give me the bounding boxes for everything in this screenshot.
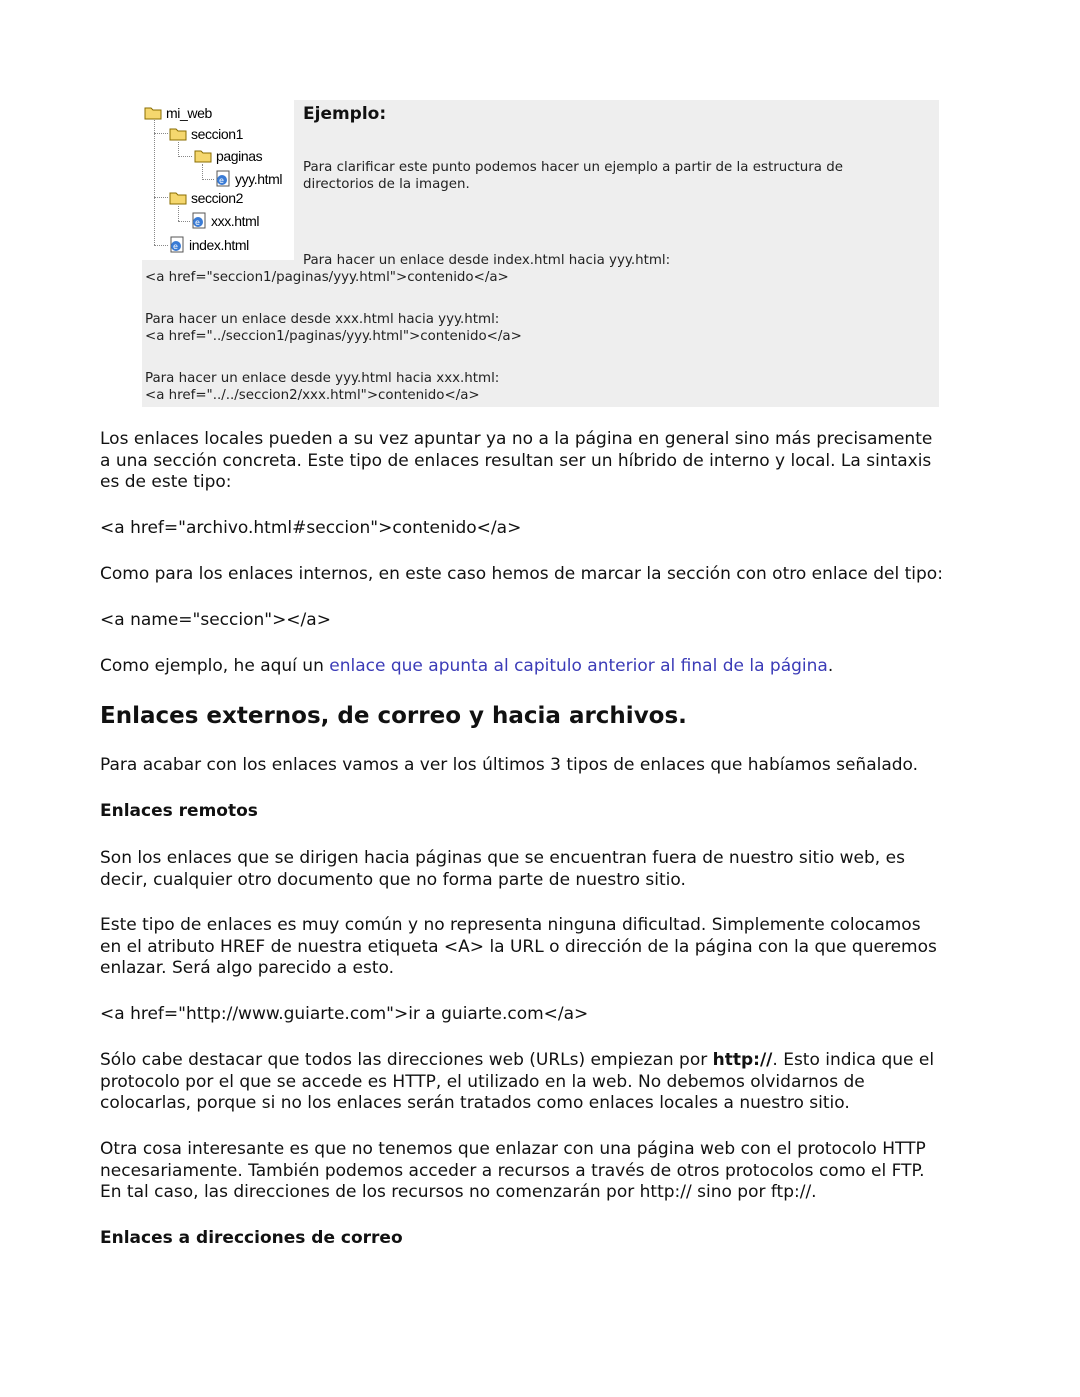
tree-node-xxx [190,211,259,231]
example-case3-code: <a href="../../seccion2/xxx.html">contenido</a> [145,388,480,403]
text-line: en el atributo HREF de nuestra etiqueta <A> la URL o dirección de la página con la que queremos [100,936,937,957]
section-heading: Enlaces externos, de correo y hacia archivos. [100,703,687,729]
text-line: a una sección concreta. Este tipo de enlaces resultan ser un híbrido de interno y local. La sintaxis [100,450,932,471]
previous-chapter-link[interactable]: enlace que apunta al capitulo anterior al final de la página [329,656,828,676]
bold-protocol: http:// [712,1050,773,1070]
example-intro-line2: directorios de la imagen. [303,177,470,192]
example-case2-text: Para hacer un enlace desde xxx.html hacia yyy.html: [145,312,500,327]
code-example-1: <a href="archivo.html#seccion">contenido</a> [100,518,522,538]
tree-label: xxx.html [211,213,260,229]
example-title: Ejemplo: [303,104,387,124]
folder-icon [194,149,212,163]
tree-label: mi_web [166,105,212,121]
paragraph-other-protocols [100,1139,990,1204]
html-file-icon [168,236,186,254]
paragraph-internal-links: Como para los enlaces internos, en este caso hemos de marcar la sección con otro enlace del tipo: [100,564,943,584]
text-line: Los enlaces locales pueden a su vez apuntar ya no a la página en general sino más precisamente [100,429,933,449]
text-line: decir, cualquier otro documento que no forma parte de nuestro sitio. [100,869,686,890]
paragraph-example-link [100,656,990,678]
paragraph-remote-usage [100,915,990,980]
text-line: enlazar. Será algo parecido a esto. [100,958,395,978]
paragraph-remote-definition [100,848,990,891]
paragraph-http-note [100,1050,990,1115]
example-case3-text: Para hacer un enlace desde yyy.html hacia xxx.html: [145,371,500,386]
text-span: Como ejemplo, he aquí un [100,656,330,676]
text-line: Son los enlaces que se dirigen hacia páginas que se encuentran fuera de nuestro sitio web, es [100,848,905,868]
text-line: es de este tipo: [100,472,232,492]
tree-label: seccion2 [191,190,244,206]
folder-icon [144,106,162,120]
svg-text:e: e [173,242,178,251]
folder-icon [169,127,187,141]
tree-label: seccion1 [191,126,244,142]
tree-node-paginas [194,146,262,166]
text-line: Otra cosa interesante es que no tenemos que enlazar con una página web con el protocolo HTTP [100,1139,926,1159]
html-file-icon [190,212,208,230]
subheading-mail-links: Enlaces a direcciones de correo [100,1228,403,1248]
html-file-icon [214,170,232,188]
example-case1-text: Para hacer un enlace desde index.html hacia yyy.html: [303,253,671,268]
tree-node-index [168,235,249,255]
text-line [100,1050,990,1072]
text-span: . [827,656,834,676]
text-span: Sólo cabe destacar que todos las direcciones web (URLs) empiezan por [100,1050,713,1070]
text-line: En tal caso, las direcciones de los recursos no comenzarán por http:// sino por ftp://. [100,1182,817,1202]
paragraph-local-links [100,429,990,494]
example-intro-line1: Para clarificar este punto podemos hacer un ejemplo a partir de la estructura de [303,160,843,175]
tree-label: index.html [189,237,249,253]
directory-tree [142,100,294,260]
tree-node-seccion1 [169,124,243,144]
code-example-3: <a href="http://www.guiarte.com">ir a guiarte.com</a> [100,1004,589,1024]
tree-node-yyy [214,169,282,189]
tree-label: paginas [216,148,263,164]
example-box [142,100,939,407]
code-example-2: <a name="seccion"></a> [100,610,331,630]
tree-label: yyy.html [235,171,283,187]
folder-icon [169,191,187,205]
subheading-remote-links: Enlaces remotos [100,801,258,821]
paragraph-intro-types: Para acabar con los enlaces vamos a ver los últimos 3 tipos de enlaces que habíamos señalado. [100,755,919,775]
text-span: . Esto indica que el [772,1050,935,1070]
text-line: colocarlas, porque si no los enlaces serán tratados como enlaces locales a nuestro sitio. [100,1093,850,1113]
tree-node-seccion2 [169,188,243,208]
example-case2-code: <a href="../seccion1/paginas/yyy.html">contenido</a> [145,329,522,344]
example-case1-code: <a href="seccion1/paginas/yyy.html">contenido</a> [145,270,509,285]
text-line: Este tipo de enlaces es muy común y no representa ninguna dificultad. Simplemente colocamos [100,915,921,935]
svg-text:e: e [195,218,200,227]
svg-text:e: e [219,176,224,185]
text-line: necesariamente. También podemos acceder a recursos a través de otros protocolos como el FTP. [100,1160,925,1181]
tree-node-mi-web [144,103,212,123]
text-line: protocolo por el que se accede es HTTP, el utilizado en la web. No debemos olvidarnos de [100,1071,865,1092]
